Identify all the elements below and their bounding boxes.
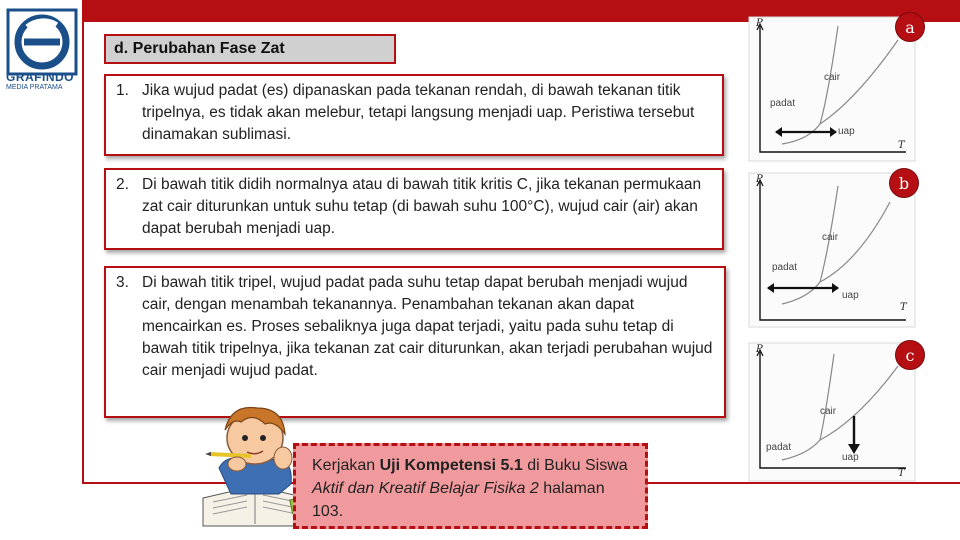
label-solid: padat (770, 98, 796, 109)
list-item (104, 168, 724, 250)
item-text: Jika wujud padat (es) dipanaskan pada tekanan rendah, di bawah tekanan titik tripelnya, es tidak akan melebur, tetapi langsung menjadi uap. Peristiwa tersebut dinamakan sublimasi. (142, 82, 695, 143)
axis-x-label: T (898, 140, 905, 151)
item-number: 1. (116, 82, 129, 99)
diagram-badge-b: b (889, 168, 919, 198)
task-prefix: Kerjakan (312, 457, 380, 474)
label-vapor: uap (842, 452, 859, 463)
task-suffix: halaman 103. (312, 480, 605, 520)
label-vapor: uap (838, 126, 855, 137)
item-number: 2. (116, 176, 129, 193)
axis-y-label: P (756, 174, 763, 185)
task-mid: di Buku Siswa (522, 457, 628, 474)
item-text: Di bawah titik tripel, wujud padat pada suhu tetap dapat berubah menjadi wujud cair, dengan menambah tekanannya. Penambahan tekanan akan dapat mencairkan es. Proses sebaliknya juga dapat terjadi, yaitu pada suhu tetap di bawah titik tripelnya, jika tekanan zat cair diturunkan, akan terjadi perubahan wujud cair menjadi wujud padat. (142, 274, 713, 379)
label-liquid: cair (820, 406, 837, 417)
left-accent-rule (82, 22, 84, 482)
phase-diagram-b (748, 172, 916, 328)
axis-x-label: T (900, 302, 907, 313)
label-liquid: cair (824, 72, 841, 83)
item-number: 3. (116, 274, 129, 291)
label-vapor: uap (842, 290, 859, 301)
label-solid: padat (772, 262, 798, 273)
item-text: Di bawah titik didih normalnya atau di bawah titik kritis C, jika tekanan permukaan zat cair diturunkan untuk suhu tetap (di bawah suhu 100°C), wujud cair (air) akan dapat berubah menjadi uap. (142, 176, 702, 237)
phase-diagram-a (748, 16, 916, 162)
axis-y-label: P (756, 344, 763, 355)
list-item (104, 74, 724, 156)
section-title: d. Perubahan Fase Zat (104, 34, 396, 64)
axis-x-label: T (898, 468, 905, 479)
phase-diagram-c (748, 342, 916, 482)
diagram-badge-a: a (895, 12, 925, 42)
logo-subtitle: MEDIA PRATAMA (6, 84, 63, 91)
label-solid: padat (766, 442, 792, 453)
diagram-badge-c: c (895, 340, 925, 370)
task-callout (293, 443, 648, 529)
axis-y-label: P (756, 18, 763, 29)
label-liquid: cair (822, 232, 839, 243)
list-item (104, 266, 726, 418)
logo-title: GRAFINDO (6, 70, 74, 84)
task-bold: Uji Kompetensi 5.1 (379, 457, 523, 474)
task-book-title: Aktif dan Kreatif Belajar Fisika 2 (312, 480, 539, 497)
